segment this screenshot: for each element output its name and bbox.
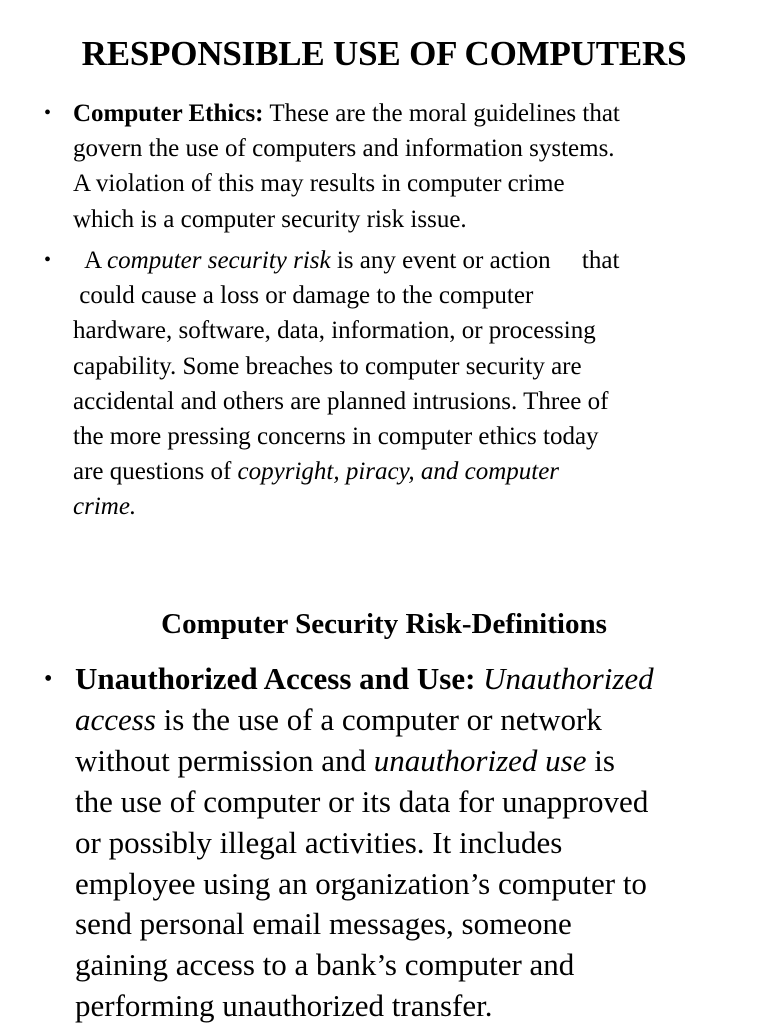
emphasis-text: access [75,701,156,737]
text-line: the more pressing concerns in computer ethics today [73,423,599,451]
text-span: is [586,742,615,778]
text-line: or possibly illegal activities. It includes [75,824,563,860]
emphasis-text: unauthorized use [373,742,587,778]
text-line: send personal email messages, someone [75,906,572,942]
emphasis-text: crime. [73,493,137,521]
text-line [73,96,733,131]
bullet-point: • [44,249,52,271]
text-span: is any event or action that [330,247,620,274]
text-span: These are the moral guidelines that [263,100,620,127]
term-computer-ethics: Computer Ethics: [73,100,264,127]
text-line [73,454,733,489]
page-title: RESPONSIBLE USE OF COMPUTERS [81,34,687,73]
text-line: A violation of this may results in computer crime [73,170,565,198]
text-line: performing unauthorized transfer. [75,988,493,1024]
text-line: gaining access to a bank’s computer and [75,947,575,983]
text-span [475,661,483,696]
bullet-text [75,659,755,1027]
emphasis-text: computer security risk [107,247,331,274]
text-line: which is a computer security risk issue. [73,205,467,233]
text-line [73,489,733,524]
bullet-point: • [44,666,53,692]
text-line [75,700,755,741]
bullet-point: • [44,102,52,124]
section-heading: Computer Security Risk-Definitions [161,608,607,640]
text-line: the use of computer or its data for unapproved [75,783,649,819]
bullet-text [73,96,733,237]
text-line: employee using an organization’s computer to [75,865,647,901]
text-span: A [73,247,108,274]
emphasis-text: Unauthorized [483,661,654,696]
text-line: capability. Some breaches to computer security are [73,352,582,380]
text-span: is the use of a computer or network [155,701,602,737]
term-unauthorized-access: Unauthorized Access and Use: [75,661,476,696]
text-line [73,243,733,278]
text-line [75,659,755,700]
text-line: could cause a loss or damage to the computer [73,282,534,310]
text-span: without permission and [75,742,374,778]
bullet-text [73,243,733,525]
text-line: govern the use of computers and information systems. [73,135,615,163]
emphasis-text: copyright, piracy, and computer [237,458,560,486]
text-line: hardware, software, data, information, or processing [73,317,596,345]
text-span: are questions of [73,458,238,486]
text-line: accidental and others are planned intrusions. Three of [73,387,609,415]
text-line [75,741,755,782]
